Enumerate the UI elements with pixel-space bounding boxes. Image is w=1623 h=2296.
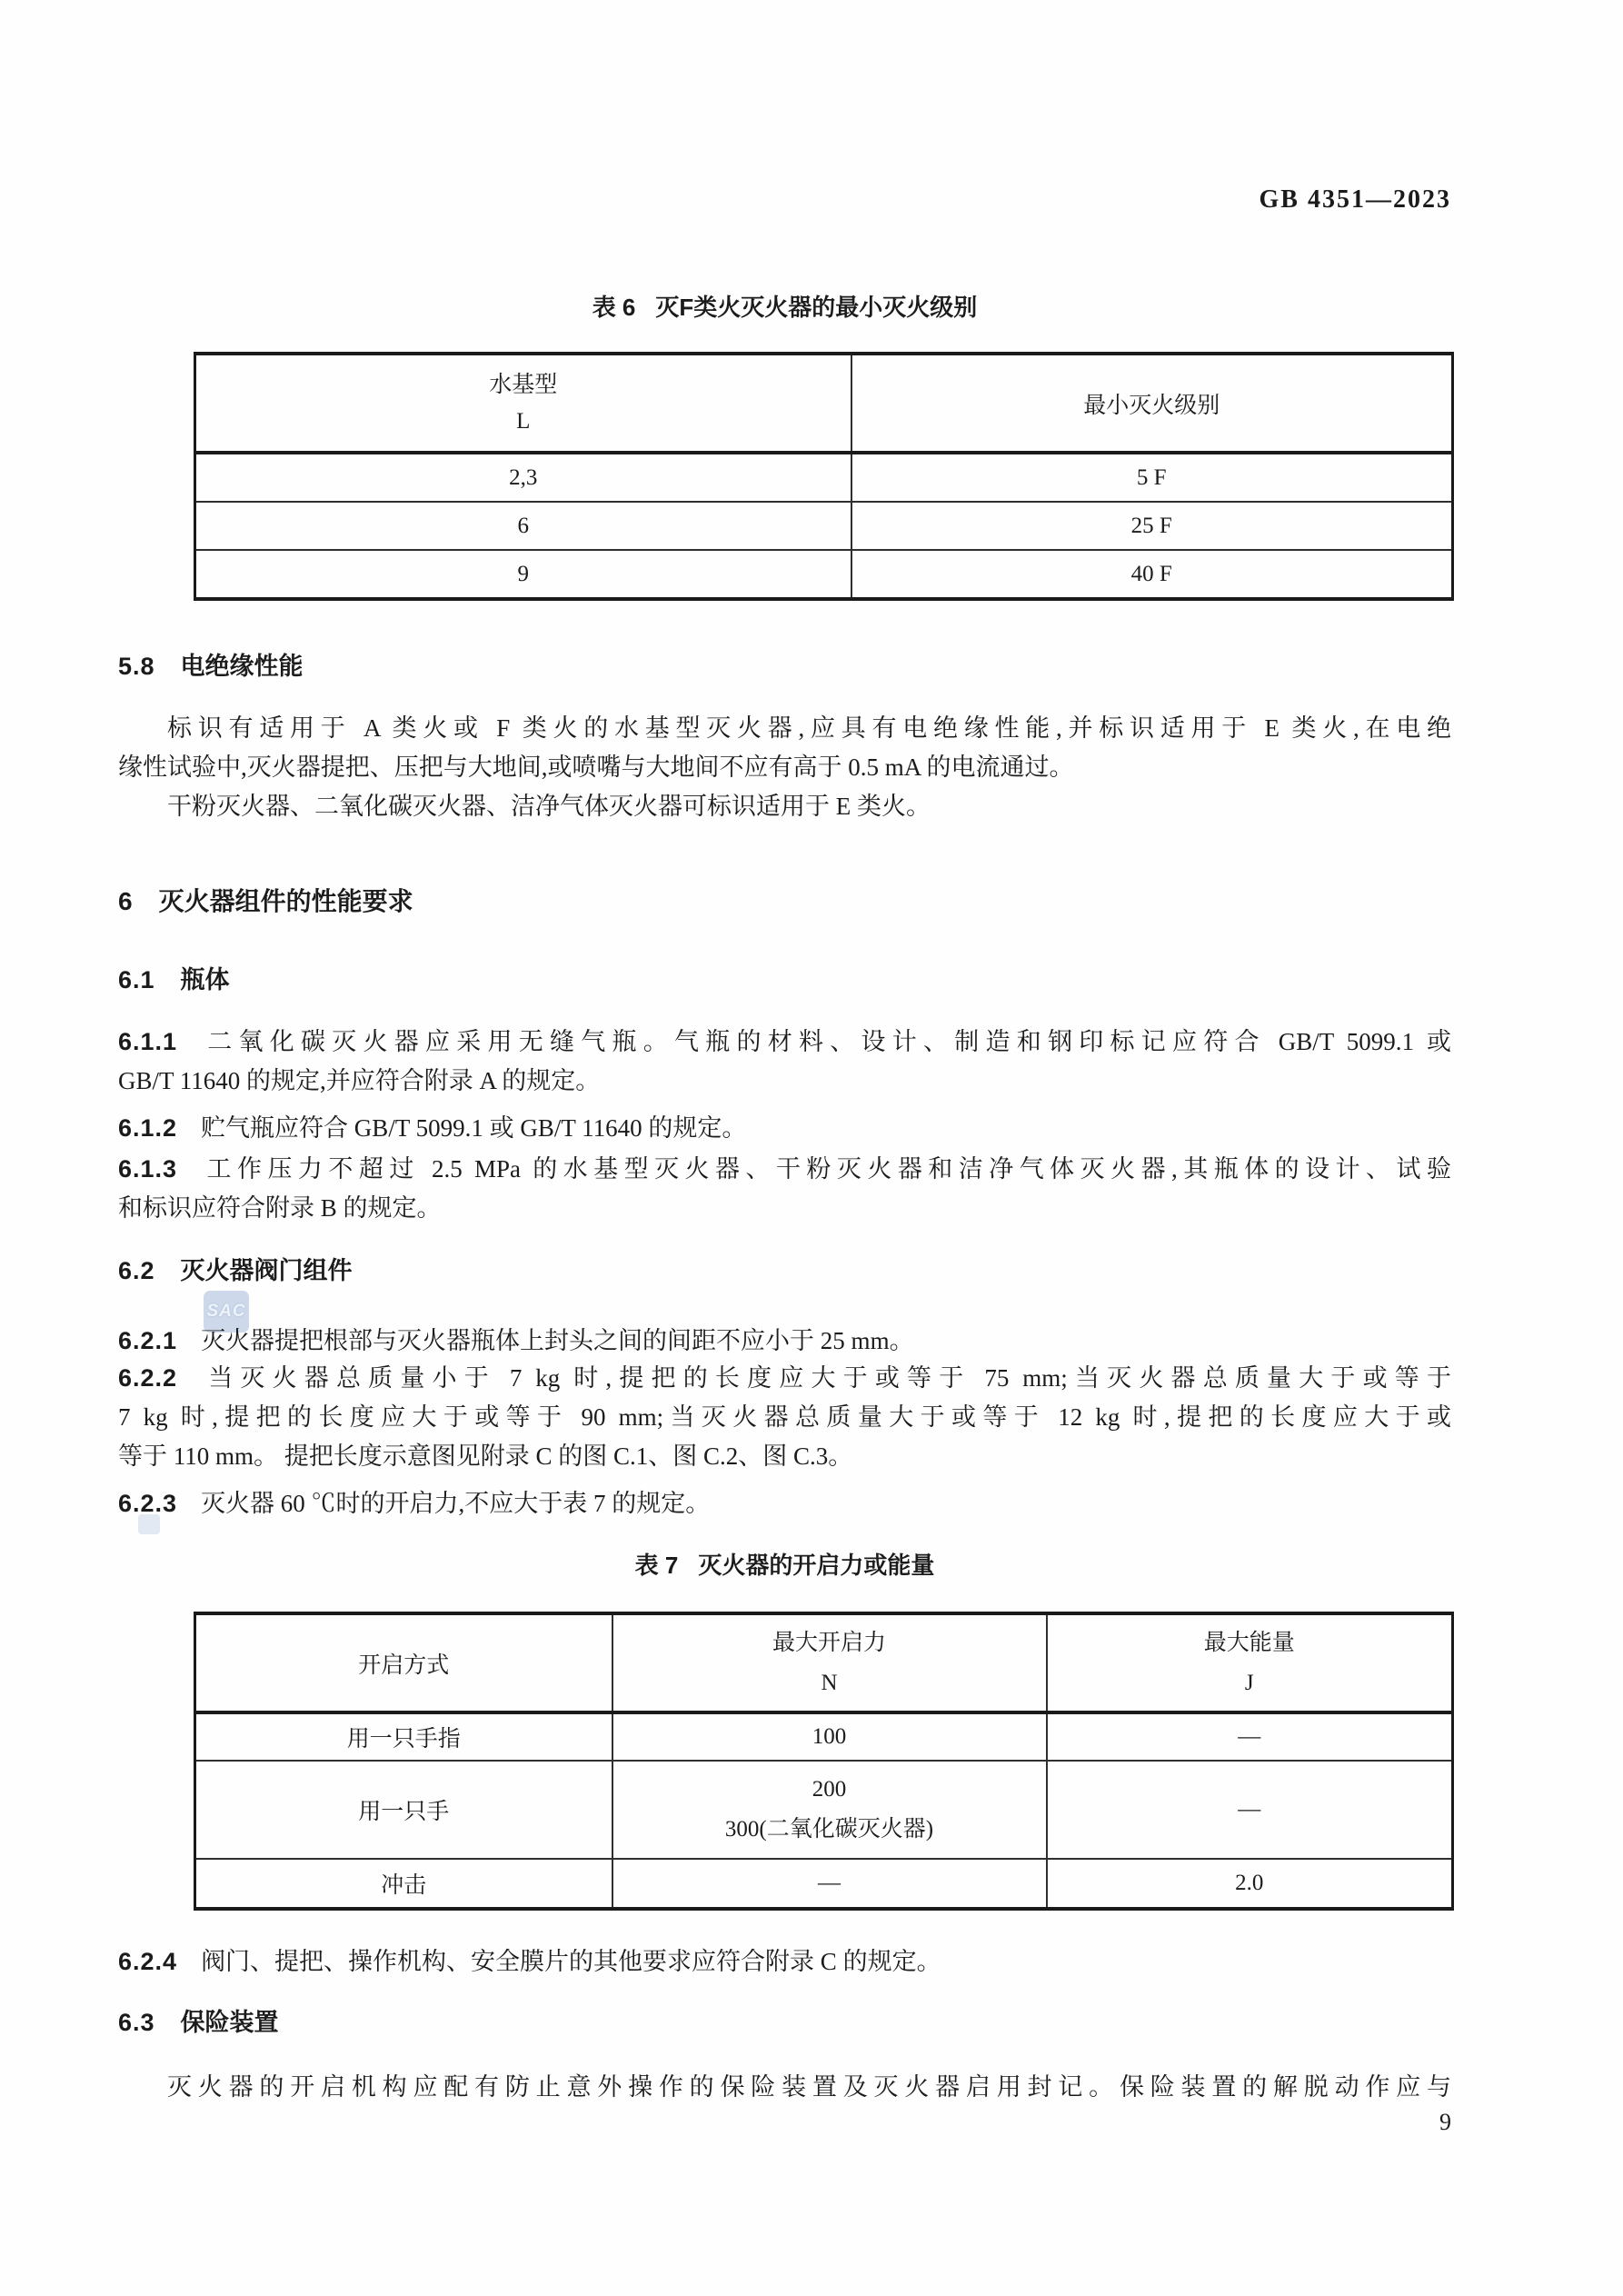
section-6-2-number: 6.2 <box>118 1257 155 1284</box>
table7-cell-method: 冲击 <box>195 1859 612 1909</box>
section-6-title: 灭火器组件的性能要求 <box>158 887 413 915</box>
section-6-3-title: 保险装置 <box>180 2009 279 2036</box>
clause-line: 等于 110 mm。 提把长度示意图见附录 C 的图 C.1、图 C.2、图 C.3。 <box>118 1442 853 1470</box>
table6-header-capacity-unit: L <box>516 408 531 434</box>
clause-line <box>118 1942 1451 1982</box>
clause-line <box>118 1484 1451 1523</box>
section-6-3-number: 6.3 <box>118 2009 155 2036</box>
table7-cell-energy: 2.0 <box>1047 1859 1453 1909</box>
clause-6-1-3-number: 6.1.3 <box>118 1155 178 1183</box>
clause-line: 7 kg 时,提把的长度应大于或等于 90 mm;当灭火器总质量大于或等于 12 kg 时,提把的长度应大于或 <box>118 1403 1451 1431</box>
clause-line: 和标识应符合附录 B 的规定。 <box>118 1194 442 1222</box>
section-6-2-heading <box>118 1252 1451 1291</box>
clause-6-2-1 <box>118 1322 1451 1361</box>
table7-cell-force <box>612 1761 1047 1859</box>
clause-6-1-1-number: 6.1.1 <box>118 1028 178 1055</box>
clause-line <box>118 1023 1451 1062</box>
table6-cell-rating: 40 F <box>851 550 1453 599</box>
section-5-8-paragraph-2 <box>118 787 1451 826</box>
sac-watermark-logo: SAC <box>204 1291 249 1333</box>
standard-code-header: GB 4351—2023 <box>1259 185 1451 214</box>
clause-text: 阀门、提把、操作机构、安全膜片的其他要求应符合附录 C 的规定。 <box>201 1948 941 1975</box>
section-5-8-paragraph-1 <box>118 709 1451 787</box>
table6-caption-label: 表 6 <box>592 294 636 321</box>
table7-cell-force-line1: 200 <box>812 1777 847 1802</box>
paragraph-line: 缘性试验中,灭火器提把、压把与大地间,或喷嘴与大地间不应有高于 0.5 mA 的电流通过。 <box>118 754 1074 781</box>
clause-6-1-2 <box>118 1109 1451 1148</box>
clause-text: 灭火器 60 ℃时的开启力,不应大于表 7 的规定。 <box>201 1490 711 1517</box>
table7-header-energy <box>1047 1613 1453 1712</box>
clause-line <box>118 1150 1451 1189</box>
section-6-1-number: 6.1 <box>118 966 155 993</box>
table7-caption <box>118 1547 1451 1583</box>
section-6-3-heading <box>118 2003 1451 2042</box>
section-6-1-title: 瓶体 <box>180 966 230 993</box>
table6-row <box>195 502 1453 550</box>
section-5-8-number: 5.8 <box>118 653 155 680</box>
table6 <box>194 352 1454 601</box>
table7 <box>194 1612 1454 1911</box>
clause-line <box>118 1109 1451 1148</box>
section-6-heading <box>118 882 1451 921</box>
table6-cell-rating: 5 F <box>851 453 1453 502</box>
table7-header-force <box>612 1613 1047 1712</box>
clause-6-2-4 <box>118 1942 1451 1982</box>
clause-text: 贮气瓶应符合 GB/T 5099.1 或 GB/T 11640 的规定。 <box>201 1114 747 1142</box>
page-number: 9 <box>1439 2109 1451 2135</box>
section-5-8-heading <box>118 647 1451 686</box>
table6-caption <box>118 289 1451 325</box>
table7-header-energy-unit: J <box>1244 1670 1254 1695</box>
table6-cell-rating: 25 F <box>851 502 1453 550</box>
table7-header-method: 开启方式 <box>195 1613 612 1712</box>
table7-cell-force: 100 <box>612 1712 1047 1761</box>
section-6-number: 6 <box>118 887 134 915</box>
table6-header-rating: 最小灭火级别 <box>851 354 1453 453</box>
table7-header-force-line1: 最大开启力 <box>772 1630 886 1655</box>
table6-header-capacity-line1: 水基型 <box>489 372 558 397</box>
table7-cell-method: 用一只手 <box>195 1761 612 1859</box>
clause-line <box>118 1322 1451 1361</box>
clause-6-2-3-number: 6.2.3 <box>118 1490 178 1517</box>
table6-row <box>195 453 1453 502</box>
clause-text: 工作压力不超过 2.5 MPa 的水基型灭火器、干粉灭火器和洁净气体灭火器,其瓶体的设计、试验 <box>201 1155 1451 1183</box>
clause-6-2-3 <box>118 1484 1451 1523</box>
paragraph-line: 干粉灭火器、二氧化碳灭火器、洁净气体灭火器可标识适用于 E 类火。 <box>167 793 931 820</box>
clause-6-2-4-number: 6.2.4 <box>118 1948 178 1975</box>
table7-caption-title: 灭火器的开启力或能量 <box>698 1552 935 1579</box>
table6-row <box>195 550 1453 599</box>
clause-text: 二氧化碳灭火器应采用无缝气瓶。气瓶的材料、设计、制造和钢印标记应符合 GB/T 5099.1 或 <box>201 1028 1451 1055</box>
clause-6-1-3 <box>118 1150 1451 1228</box>
table7-header-energy-line1: 最大能量 <box>1203 1630 1295 1655</box>
section-6-2-title: 灭火器阀门组件 <box>180 1257 353 1284</box>
clause-line <box>118 1359 1451 1398</box>
table6-cell-capacity: 6 <box>195 502 851 550</box>
table7-header-force-unit: N <box>821 1670 838 1695</box>
section-6-3-paragraph <box>118 2068 1451 2107</box>
table7-cell-force: — <box>612 1859 1047 1909</box>
table6-cell-capacity: 2,3 <box>195 453 851 502</box>
paragraph-line: 标识有适用于 A 类火或 F 类火的水基型灭火器,应具有电绝缘性能,并标识适用于 E 类火,在电绝 <box>167 714 1451 742</box>
clause-6-2-2 <box>118 1359 1451 1476</box>
paragraph-line: 灭火器的开启机构应配有防止意外操作的保险装置及灭火器启用封记。保险装置的解脱动作应与 <box>167 2073 1451 2101</box>
table7-caption-label: 表 7 <box>634 1552 679 1579</box>
section-5-8-title: 电绝缘性能 <box>180 653 304 680</box>
table6-caption-title: 灭F类火灭火器的最小灭火级别 <box>655 294 978 321</box>
table6-cell-capacity: 9 <box>195 550 851 599</box>
table7-cell-energy: — <box>1047 1761 1453 1859</box>
table7-cell-energy: — <box>1047 1712 1453 1761</box>
table7-cell-force-line2: 300(二氧化碳灭火器) <box>724 1817 934 1842</box>
clause-6-2-2-number: 6.2.2 <box>118 1364 178 1392</box>
table7-cell-method: 用一只手指 <box>195 1712 612 1761</box>
clause-6-1-2-number: 6.1.2 <box>118 1114 178 1142</box>
section-6-1-heading <box>118 961 1451 1000</box>
clause-text: 灭火器提把根部与灭火器瓶体上封头之间的间距不应小于 25 mm。 <box>201 1327 914 1354</box>
clause-6-2-1-number: 6.2.1 <box>118 1327 178 1354</box>
clause-line: GB/T 11640 的规定,并应符合附录 A 的规定。 <box>118 1067 601 1094</box>
table7-row <box>195 1712 1453 1761</box>
table6-header-capacity <box>195 354 851 453</box>
table7-row <box>195 1859 1453 1909</box>
clause-text: 当灭火器总质量小于 7 kg 时,提把的长度应大于或等于 75 mm;当灭火器总质量大于或等于 <box>201 1364 1451 1392</box>
clause-6-1-1 <box>118 1023 1451 1101</box>
table7-row <box>195 1761 1453 1859</box>
